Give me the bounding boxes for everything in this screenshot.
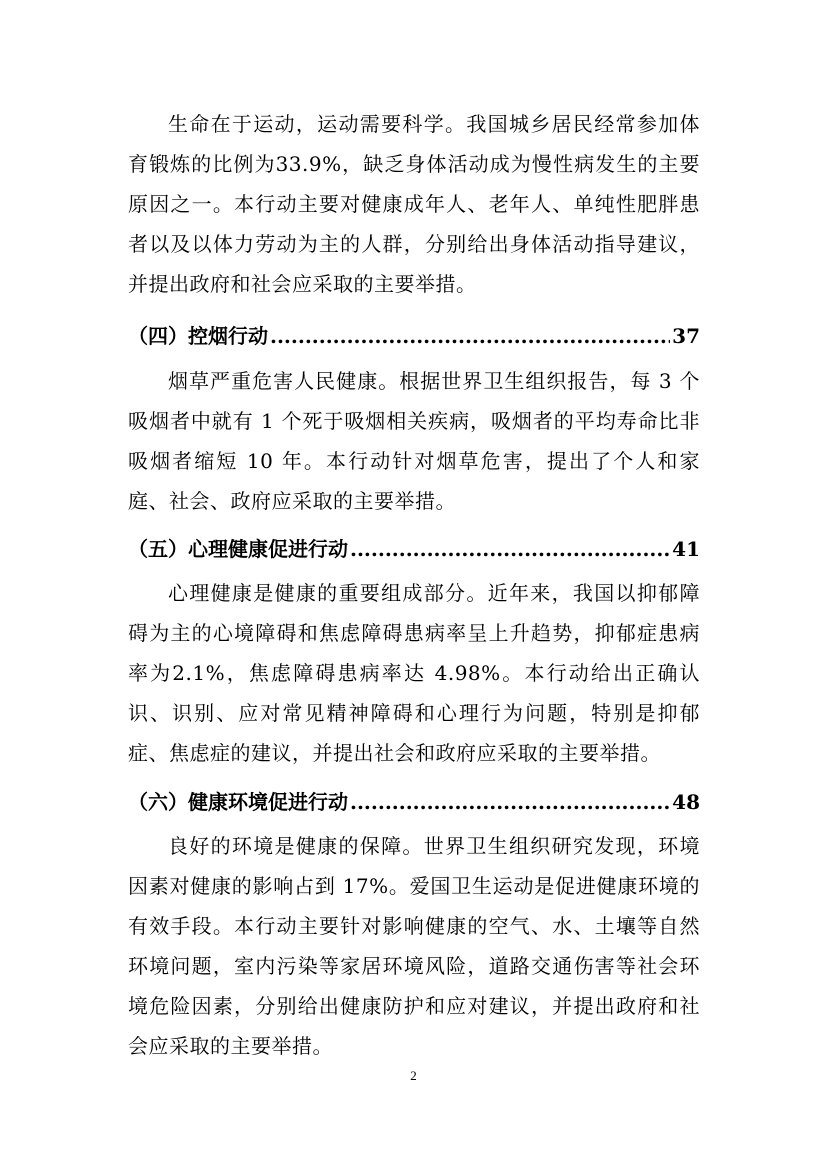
toc-entry-title: （五）心理健康促进行动	[128, 537, 348, 561]
toc-entry-healthy-environment[interactable]	[128, 784, 700, 820]
section-body-healthy-environment: 良好的环境是健康的保障。世界卫生组织研究发现，环境因素对健康的影响占到 17%。爱国卫生运动是促进健康环境的有效手段。本行动主要针对影响健康的空气、水、土壤等自然环境问题，室内污染等家居环境风险，道路交通伤害等社会环境危险因素，分别给出健康防护和应对建议，并提出政府和社会应采取的主要举措。	[128, 834, 700, 1058]
toc-entry-title: （四）控烟行动	[128, 324, 268, 348]
toc-entry-tobacco-control[interactable]	[128, 318, 700, 354]
toc-entry-mental-health[interactable]	[128, 531, 700, 567]
intro-paragraph: 生命在于运动，运动需要科学。我国城乡居民经常参加体育锻炼的比例为33.9%，缺乏身体活动成为慢性病发生的主要原因之一。本行动主要对健康成年人、老年人、单纯性肥胖患者以及以体力劳动为主的人群，分别给出身体活动指导建议，并提出政府和社会应采取的主要举措。	[128, 112, 700, 296]
dot-leader	[270, 318, 670, 354]
dot-leader	[350, 531, 670, 567]
toc-entry-page-number: 37	[672, 324, 700, 348]
toc-entry-page-number: 41	[672, 537, 700, 561]
section-body-mental-health: 心理健康是健康的重要组成部分。近年来，我国以抑郁障碍为主的心境障碍和焦虑障碍患病率呈上升趋势，抑郁症患病率为2.1%，焦虑障碍患病率达 4.98%。本行动给出正确认识、识别、应对常见精神障碍和心理行为问题，特别是抑郁症、焦虑症的建议，并提出社会和政府应采取的主要举措。	[128, 581, 700, 765]
section-body-tobacco-control: 烟草严重危害人民健康。根据世界卫生组织报告，每 3 个吸烟者中就有 1 个死于吸烟相关疾病，吸烟者的平均寿命比非吸烟者缩短 10 年。本行动针对烟草危害，提出了个人和家庭、社会、政府应采取的主要举措。	[128, 369, 700, 513]
toc-entry-page-number: 48	[672, 790, 700, 814]
dot-leader	[350, 784, 670, 820]
page-number: 2	[410, 1068, 417, 1083]
toc-entry-title: （六）健康环境促进行动	[128, 790, 348, 814]
